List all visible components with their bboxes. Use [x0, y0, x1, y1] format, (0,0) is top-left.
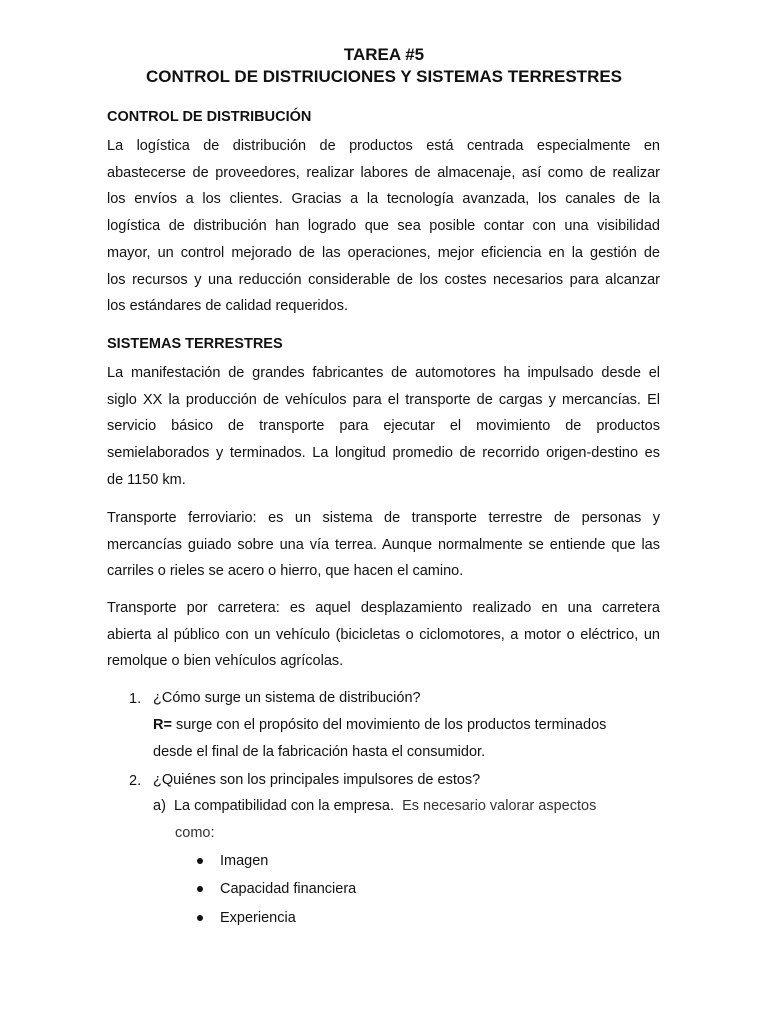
question-2: ¿Quiénes son los principales impulsores de estos?	[153, 772, 481, 788]
question-1	[153, 685, 663, 766]
section-heading-control: CONTROL DE DISTRIBUCIÓN	[107, 109, 312, 125]
question-text: ¿Cómo surge un sistema de distribución?	[153, 690, 421, 706]
paragraph-carretera	[107, 595, 660, 675]
bullet-icon	[197, 915, 203, 921]
text-line: mayor, un control mejorado de las operaciones, mejor eficiencia en la gestión de	[107, 244, 660, 261]
text-line: semielaborados y terminados. La longitud promedio de recorrido origen-destino es	[107, 445, 660, 462]
answer-line	[153, 712, 663, 739]
paragraph-sistemas-1	[107, 360, 660, 494]
text-line: abierta al público con un vehículo (bicicletas o ciclomotores, a motor o eléctrico, un	[107, 626, 660, 643]
text-line: los estándares de calidad requeridos.	[107, 298, 349, 315]
bullet-item: Experiencia	[220, 910, 296, 926]
document-title-line1: TAREA #5	[343, 45, 425, 64]
text-line: carriles o rieles se acero o hierro, que hacen el camino.	[107, 563, 464, 580]
sub-item-continuation-2: como:	[175, 825, 215, 841]
answer-label: R=	[153, 717, 172, 733]
text-line: servicio básico de transporte para ejecutar el movimiento de productos	[107, 418, 660, 435]
section-heading-sistemas: SISTEMAS TERRESTRES	[107, 336, 283, 352]
text-line: mercancías guiado sobre una vía terrea. Aunque normalmente se entiende que las	[107, 536, 660, 553]
text-line: logística de distribución han logrado que sea posible contar con una visibilidad	[107, 218, 660, 235]
sub-item-text: La compatibilidad con la empresa.	[173, 798, 395, 814]
text-line: los recursos y una reducción considerable de los costes necesarios para alcanzar	[107, 271, 660, 288]
text-line: siglo XX la producción de vehículos para el transporte de cargas y mercancías. El	[107, 391, 660, 408]
list-number: 1.	[129, 691, 142, 707]
bullet-icon	[197, 886, 203, 892]
text-line: remolque o bien vehículos agrícolas.	[107, 653, 344, 670]
paragraph-control-distribucion	[107, 133, 660, 320]
text-line: La logística de distribución de productos está centrada especialmente en	[107, 138, 660, 154]
document-title-line2: CONTROL DE DISTRIUCIONES Y SISTEMAS TERRESTRES	[145, 67, 623, 86]
text-line: Transporte ferroviario: es un sistema de transporte terrestre de personas y	[107, 510, 660, 526]
bullet-item: Capacidad financiera	[220, 881, 357, 897]
sub-item-label: a)	[153, 798, 166, 814]
bullet-item: Imagen	[220, 853, 269, 869]
list-number: 2.	[129, 773, 142, 789]
text-line: los envíos a los clientes. Gracias a la tecnología avanzada, los canales de la	[107, 191, 660, 208]
answer-text: surge con el propósito del movimiento de los productos terminados	[171, 717, 607, 733]
paragraph-ferroviario	[107, 505, 660, 585]
sub-item-continuation: Es necesario valorar aspectos	[402, 798, 597, 814]
sub-item-a	[153, 793, 653, 847]
text-line: abastecerse de proveedores, realizar labores de almacenaje, así como de realizar	[107, 164, 660, 181]
text-line: La manifestación de grandes fabricantes de automotores ha impulsado desde el	[107, 365, 660, 381]
text-line: Transporte por carretera: es aquel desplazamiento realizado en una carretera	[107, 600, 660, 616]
text-line: de 1150 km.	[107, 471, 186, 488]
answer-line: desde el final de la fabricación hasta el consumidor.	[153, 744, 486, 760]
bullet-icon	[197, 858, 203, 864]
